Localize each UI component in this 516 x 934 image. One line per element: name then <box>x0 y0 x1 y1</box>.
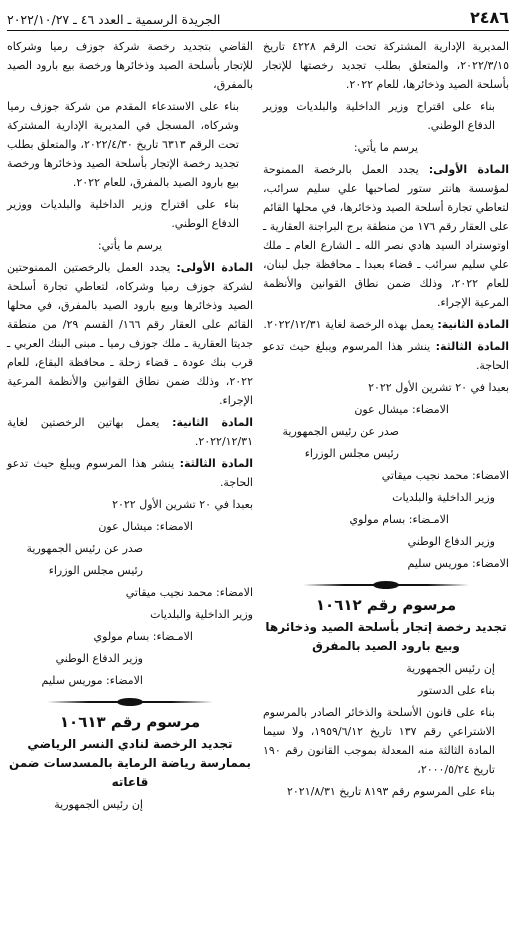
article-3-label: المادة الثالثة: <box>179 457 253 470</box>
signature-interior: الامـضاء: بسام مولوي <box>93 630 193 643</box>
section-divider <box>263 580 509 590</box>
article-2 <box>7 413 253 451</box>
columns <box>7 37 509 817</box>
signature-pm: الامضاء: محمد نجيب ميقاتي <box>381 469 509 482</box>
right-column <box>263 37 509 817</box>
decrees-heading: يرسم ما يأتي: <box>97 239 163 252</box>
article-1-label: المادة الأولى: <box>428 163 509 176</box>
intro-paragraph: القاضي بتجديد رخصة شركة جوزف رميا وشركاه للإتجار بأسلحة الصيد وذخائرها ورخصة بيع بارود الصيد بالمفرق، <box>7 40 253 91</box>
issued-by: صدر عن رئيس الجمهورية <box>282 425 399 438</box>
article-1-label: المادة الأولى: <box>176 261 253 274</box>
decree-preamble-1: إن رئيس الجمهورية <box>54 798 143 811</box>
issued-by: صدر عن رئيس الجمهورية <box>26 542 143 555</box>
article-3-text: ينشر هذا المرسوم ويبلغ حيث تدعو الحاجة. <box>7 457 253 489</box>
signature-defense: الامضاء: موريس سليم <box>41 674 143 687</box>
article-3-label: المادة الثالثة: <box>435 340 509 353</box>
article-3-text: ينشر هذا المرسوم ويبلغ حيث تدعو الحاجة. <box>263 340 509 372</box>
article-3 <box>263 337 509 375</box>
signature-president: الامضاء: ميشال عون <box>98 520 193 533</box>
proposal-paragraph: بناء على اقتراح وزير الداخلية والبلديات ووزير الدفاع الوطني. <box>7 198 239 230</box>
intro-paragraph-2: بناء على الاستدعاء المقدم من شركة جوزف رميا وشركاه، المسجل في المديرية الإدارية المشتركة تحت الرقم ٦٣١٣ تاريخ ٢٠٢٢/٤/٣٠، والمتعلق بطلب تجديد رخصة الإتجار بأسلحة الصيد وذخائرها ورخصة بيع بارود الصيد بالمفرق، للعام ٢٠٢٢. <box>7 100 239 189</box>
defense-minister-title: وزير الدفاع الوطني <box>407 535 495 548</box>
page-number: ٢٤٨٦ <box>469 8 509 27</box>
defense-minister-title: وزير الدفاع الوطني <box>55 652 143 665</box>
decree-preamble-3: بناء على قانون الأسلحة والذخائر الصادر بالمرسوم الاشتراعي رقم ١٣٧ تاريخ ١٩٥٩/٦/١٢، ولا سيما المادة الثالثة منه المعدلة بموجب القانون رقم ١٩٠ تاريخ ٢٠٠٠/٥/٢٤، <box>263 706 495 776</box>
article-2 <box>263 315 509 334</box>
page-header <box>7 8 509 31</box>
signature-interior: الامـضاء: بسام مولوي <box>349 513 449 526</box>
decree-title: تجديد رخصة إتجار بأسلحة الصيد وذخائرها وبيع بارود الصيد بالمفرق <box>265 620 507 653</box>
decree-preamble-4: بناء على المرسوم رقم ٨١٩٣ تاريخ ٢٠٢١/٨/٣١ <box>286 785 495 798</box>
left-column <box>7 37 253 817</box>
signature-president: الامضاء: ميشال عون <box>354 403 449 416</box>
article-1-text: يجدد العمل بالرخصتين الممنوحتين لشركة جوزف رميا وشركاه، لتعاطي تجارة أسلحة الصيد وذخائرها وبيع بارود الصيد بالمفرق، في محلها القائم على العقار رقم ١٦٦/ القسم ٢٩/ من منطقة جديتا العقارية ـ ملك جوزف رميا ـ مبنى البنك العربي ـ قرب بنك عودة ـ قضاء زحلة ـ محافظة البقاع، للعام ٢٠٢٢، وذلك ضمن نطاق القوانين والأنظمة المرعية الإجراء. <box>7 261 254 407</box>
decree-preamble-2: بناء على الدستور <box>418 684 495 697</box>
decree-number: مرسوم رقم ١٠٦١٢ <box>315 596 457 614</box>
article-2-text: يعمل بهاتين الرخصتين لغاية ٢٠٢٢/١٢/٣١. <box>7 416 253 448</box>
date-line: بعبدا في ٢٠ تشرين الأول ٢٠٢٢ <box>112 498 253 511</box>
interior-minister-title: وزير الداخلية والبلديات <box>150 608 253 621</box>
signature-pm: الامضاء: محمد نجيب ميقاتي <box>125 586 253 599</box>
decree-title: تجديد الرخصة لنادي النسر الرياضي بممارسة رياضة الرماية بالمسدسات ضمن قاعاته <box>9 737 251 789</box>
interior-minister-title: وزير الداخلية والبلديات <box>392 491 495 504</box>
date-line: بعبدا في ٢٠ تشرين الأول ٢٠٢٢ <box>368 381 509 394</box>
proposal-paragraph: بناء على اقتراح وزير الداخلية والبلديات ووزير الدفاع الوطني. <box>263 100 495 132</box>
article-2-label: المادة الثانية: <box>437 318 509 331</box>
article-2-text: يعمل بهذه الرخصة لغاية ٢٠٢٢/١٢/٣١. <box>263 318 438 331</box>
article-1 <box>263 160 509 312</box>
article-3 <box>7 454 253 492</box>
article-1-text: يجدد العمل بالرخصة الممنوحة لمؤسسة هانتر ستور لصاحبها علي سليم سرائب، لتعاطي تجارة أسلحة الصيد وذخائرها، في محلها القائم على العقار رقم ١٧٦ من منطقة برج البراجنة العقارية ـ اوتوستراد السيد هادي نصر الله ـ الشارع العام ـ ملك علي سليم سرائب ـ قضاء بعبدا ـ محافظة جبل لبنان، للعام ٢٠٢٢، وذلك ضمن نطاق القوانين والأنظمة المرعية الإجراء. <box>263 163 509 309</box>
gazette-title: الجريدة الرسمية ـ العدد ٤٦ ـ ٢٠٢٢/١٠/٢٧ <box>7 12 221 27</box>
intro-paragraph: المديرية الإدارية المشتركة تحت الرقم ٤٢٢٨ تاريخ ٢٠٢٢/٣/١٥، والمتعلق بطلب تجديد رخصتها للإتجار بأسلحة الصيد وذخائرها، للعام ٢٠٢٢. <box>263 40 510 91</box>
article-2-label: المادة الثانية: <box>172 416 253 429</box>
pm-title: رئيس مجلس الوزراء <box>304 447 399 460</box>
decrees-heading: يرسم ما يأتي: <box>353 141 419 154</box>
signature-defense: الامضاء: موريس سليم <box>407 557 509 570</box>
decree-preamble-1: إن رئيس الجمهورية <box>406 662 495 675</box>
pm-title: رئيس مجلس الوزراء <box>48 564 143 577</box>
decree-number: مرسوم رقم ١٠٦١٣ <box>59 713 201 731</box>
section-divider <box>7 697 253 707</box>
article-1 <box>7 258 253 410</box>
